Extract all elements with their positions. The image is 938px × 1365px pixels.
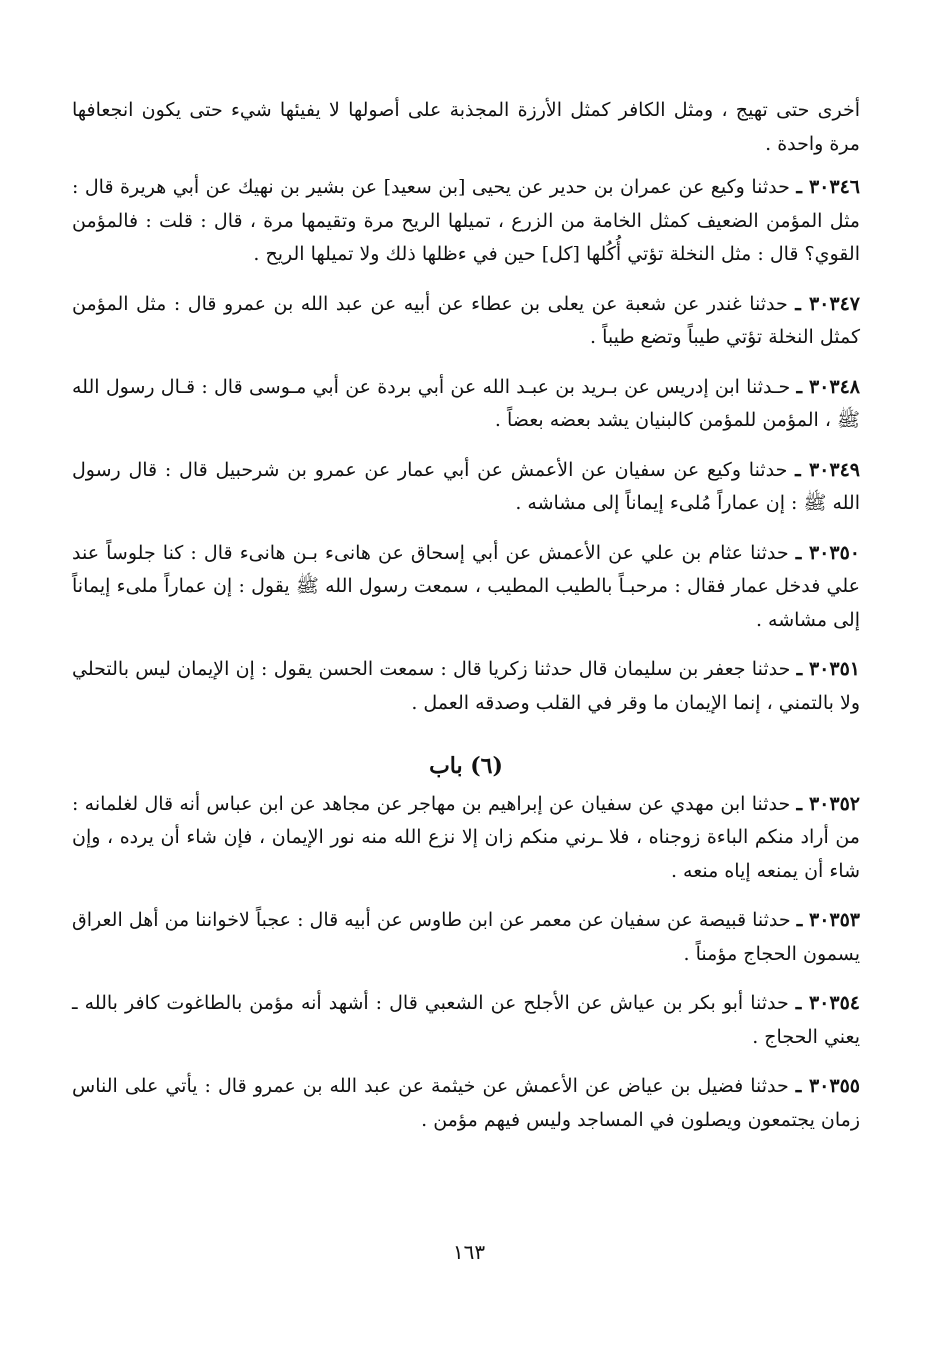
hadith-30350 [72, 537, 860, 638]
hadith-number: ٣٠٣٥١ ـ [796, 658, 860, 680]
hadith-number: ٣٠٣٤٨ ـ [796, 375, 860, 398]
hadith-text: حدثنا وكيع عن سفيان عن الأعمش عن أبي عمار عن عمرو بن شرحبيل قال : قال رسول الله ﷺ : إن عماراً مُلىء إيماناً إلى مشاشه . [72, 458, 860, 514]
page-number: ١٦٣ [452, 1240, 486, 1264]
hadith-number: ٣٠٣٥٤ ـ [795, 992, 860, 1014]
paragraph-text: أخرى حتى تهيج ، ومثل الكافر كمثل الأرزة المجذبة على أصولها لا يفيئها شيء حتى يكون انجعافها مرة واحدة . [72, 99, 860, 155]
hadith-30351 [72, 653, 860, 720]
hadith-30353 [72, 904, 860, 971]
hadith-text: حدثنا أبو بكر بن عياش عن الأجلح عن الشعبي قال : أشهد أنه مؤمن بالطاغوت كافر بالله ـ يعني الحجاج . [72, 992, 860, 1048]
hadith-text: حدثنا قبيصة عن سفيان عن معمر عن ابن طاوس عن أبيه قال : عجباً لاخواننا من أهل العراق يسمون الحجاج مؤمناً . [72, 909, 860, 965]
hadith-text: حـدثنا ابن إدريس عن بـريد بن عبـد الله عن أبي بردة عن أبي مـوسى قال : قـال رسول الله ﷺ ، المؤمن للمؤمن كالبنيان يشد بعضه بعضاً . [72, 375, 860, 431]
hadith-30346 [72, 171, 860, 272]
hadith-30355 [72, 1070, 860, 1137]
hadith-text: حدثنا عثام بن علي عن الأعمش عن أبي إسحاق عن هانىء بـن هانىء قال : كنا جلوساً عند علي فدخل عمار فقال : مرحبـاً بالطيب المطيب ، سمعت رسول الله ﷺ يقول : إن عماراً ملىء إيماناً إلى مشاشه . [72, 541, 860, 631]
page-body [72, 94, 860, 1153]
hadith-number: ٣٠٣٤٩ ـ [795, 458, 860, 481]
hadith-text: حدثنا ابن مهدي عن سفيان عن إبراهيم بن مهاجر عن مجاهد عن ابن عباس أنه قال لغلمانه : من أراد منكم الباءة زوجناه ، فلا ـرني منكم زان إلا نزع الله منه نور الإيمان ، فإن شاء أن يرده ، وإن شاء أن يمنعه إياه منعه . [72, 792, 860, 882]
hadith-30348 [72, 371, 860, 438]
hadith-text: حدثنا فضيل بن عياض عن الأعمش عن خيثمة عن عبد الله بن عمرو قال : يأتي على الناس زمان يجتمعون ويصلون في المساجد وليس فيهم مؤمن . [72, 1075, 860, 1131]
section-heading: (٦) باب [429, 753, 503, 779]
hadith-text: حدثنا وكيع عن عمران بن حدير عن يحيى [بن سعيد] عن بشير بن نهيك عن أبي هريرة قال : مثل المؤمن الضعيف كمثل الخامة من الزرع ، تميلها الريح مرة وتقيمها مرة ، قال : قلت : فالمؤمن القوي؟ قال : مثل النخلة تؤتي أُكُلها [كل] حين في ءظلها ذلك ولا تميلها الريح . [72, 176, 860, 265]
hadith-30352 [72, 788, 860, 889]
hadith-30347 [72, 288, 860, 355]
hadith-number: ٣٠٣٥٢ ـ [796, 792, 860, 815]
continuation-paragraph [72, 94, 860, 161]
hadith-number: ٣٠٣٥٣ ـ [796, 909, 861, 931]
hadith-number: ٣٠٣٤٦ ـ [796, 176, 860, 198]
hadith-30349 [72, 454, 860, 521]
hadith-text: حدثنا غندر عن شعبة عن يعلى بن عطاء عن أبيه عن عبد الله بن عمرو قال : مثل المؤمن كمثل النخلة تؤتي طيباً وتضع طيباً . [72, 292, 860, 348]
hadith-text: حدثنا جعفر بن سليمان قال حدثنا زكريا قال : سمعت الحسن يقول : إن الإيمان ليس بالتحلي ولا بالتمني ، إنما الإيمان ما وقر في القلب وصدقه العمل . [72, 658, 860, 714]
hadith-30354 [72, 987, 860, 1054]
hadith-number: ٣٠٣٥٥ ـ [795, 1075, 860, 1097]
hadith-number: ٣٠٣٤٧ ـ [795, 292, 860, 315]
hadith-number: ٣٠٣٥٠ ـ [795, 541, 860, 564]
